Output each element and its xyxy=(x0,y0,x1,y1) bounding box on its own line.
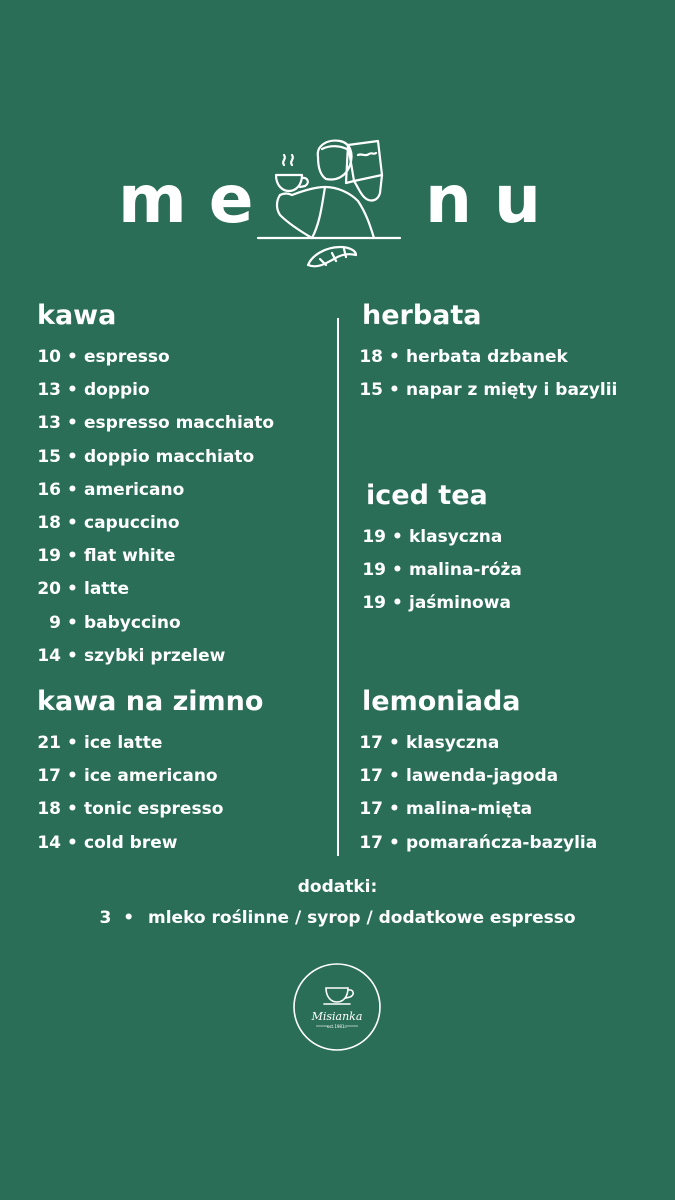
item-name: malina-mięta xyxy=(406,799,533,820)
item-name: ice americano xyxy=(84,766,218,787)
item-price: 19 xyxy=(362,560,386,581)
item-bullet: • xyxy=(389,832,400,853)
menu-header xyxy=(0,135,675,275)
item-name: americano xyxy=(84,479,185,500)
logo-est: est.1981r. xyxy=(326,1024,348,1029)
item-price: 9 xyxy=(49,612,61,633)
item-name: doppio xyxy=(84,380,150,401)
item-name: szybki przelew xyxy=(84,645,226,666)
item-name: lawenda-jagoda xyxy=(406,766,559,787)
item-price: 17 xyxy=(359,733,383,753)
item-name: herbata dzbanek xyxy=(406,347,568,367)
section-title-kawa: kawa xyxy=(37,300,117,331)
coffee-cup-icon xyxy=(324,988,353,1004)
item-bullet: • xyxy=(389,799,400,820)
item-price: 16 xyxy=(37,479,61,500)
extras-text: mleko roślinne / syrop / dodatkowe espresso xyxy=(148,908,576,928)
item-name: flat white xyxy=(84,546,176,567)
item-bullet: • xyxy=(389,347,400,367)
section-title-iced-tea: iced tea xyxy=(366,480,488,511)
item-name: klasyczna xyxy=(409,527,503,547)
item-name: napar z mięty i bazylii xyxy=(406,380,618,401)
item-price: 13 xyxy=(37,380,61,401)
item-price: 17 xyxy=(359,832,383,853)
item-bullet: • xyxy=(67,413,78,434)
item-name: capuccino xyxy=(84,513,180,533)
item-bullet: • xyxy=(67,766,78,787)
item-name: malina-róża xyxy=(409,560,522,581)
item-bullet: • xyxy=(392,560,403,581)
item-name: espresso xyxy=(84,347,170,367)
item-price: 17 xyxy=(359,799,383,820)
item-bullet: • xyxy=(67,479,78,500)
menu-title-left: me xyxy=(118,161,276,238)
item-name: babyccino xyxy=(84,612,181,633)
item-bullet: • xyxy=(67,579,78,600)
item-price: 13 xyxy=(37,413,61,434)
item-price: 21 xyxy=(37,733,61,753)
item-name: tonic espresso xyxy=(84,799,224,820)
section-title-herbata: herbata xyxy=(362,300,482,331)
item-price: 18 xyxy=(37,513,61,533)
item-bullet: • xyxy=(392,593,403,614)
misianka-logo xyxy=(292,962,382,1052)
extras-label: dodatki: xyxy=(297,877,378,897)
item-bullet: • xyxy=(389,766,400,787)
item-bullet: • xyxy=(67,645,78,666)
item-name: espresso macchiato xyxy=(84,413,275,434)
item-bullet: • xyxy=(67,380,78,401)
menu-title-right: nu xyxy=(425,161,563,238)
item-bullet: • xyxy=(67,546,78,567)
item-name: doppio macchiato xyxy=(84,446,255,467)
item-price: 19 xyxy=(362,593,386,614)
item-bullet: • xyxy=(389,733,400,753)
section-title-lemoniada: lemoniada xyxy=(362,686,521,717)
item-bullet: • xyxy=(67,612,78,633)
item-bullet: • xyxy=(67,513,78,533)
item-bullet: • xyxy=(389,380,400,401)
column-divider xyxy=(337,318,339,856)
extras-bullet: • xyxy=(123,908,135,928)
item-price: 20 xyxy=(37,579,61,600)
item-name: ice latte xyxy=(84,733,163,753)
item-name: klasyczna xyxy=(406,733,500,753)
item-price: 18 xyxy=(37,799,61,820)
item-price: 14 xyxy=(37,832,61,853)
item-name: jaśminowa xyxy=(409,593,511,614)
item-price: 15 xyxy=(359,380,383,401)
item-name: pomarańcza-bazylia xyxy=(406,832,598,853)
section-title-kawa-na-zimno: kawa na zimno xyxy=(37,686,264,717)
item-price: 15 xyxy=(37,446,61,467)
item-price: 19 xyxy=(37,546,61,567)
extras-row xyxy=(0,908,675,928)
item-name: latte xyxy=(84,579,130,600)
item-bullet: • xyxy=(67,347,78,367)
item-bullet: • xyxy=(392,527,403,547)
item-price: 10 xyxy=(37,347,61,367)
reading-person-illustration-icon xyxy=(250,135,410,275)
item-price: 14 xyxy=(37,645,61,666)
item-bullet: • xyxy=(67,799,78,820)
item-price: 18 xyxy=(359,347,383,367)
item-bullet: • xyxy=(67,832,78,853)
item-name: cold brew xyxy=(84,832,178,853)
extras-price: 3 xyxy=(99,908,112,928)
item-price: 17 xyxy=(359,766,383,787)
item-price: 17 xyxy=(37,766,61,787)
item-price: 19 xyxy=(362,527,386,547)
logo-name: Misianka xyxy=(311,1010,363,1023)
item-bullet: • xyxy=(67,446,78,467)
item-bullet: • xyxy=(67,733,78,753)
